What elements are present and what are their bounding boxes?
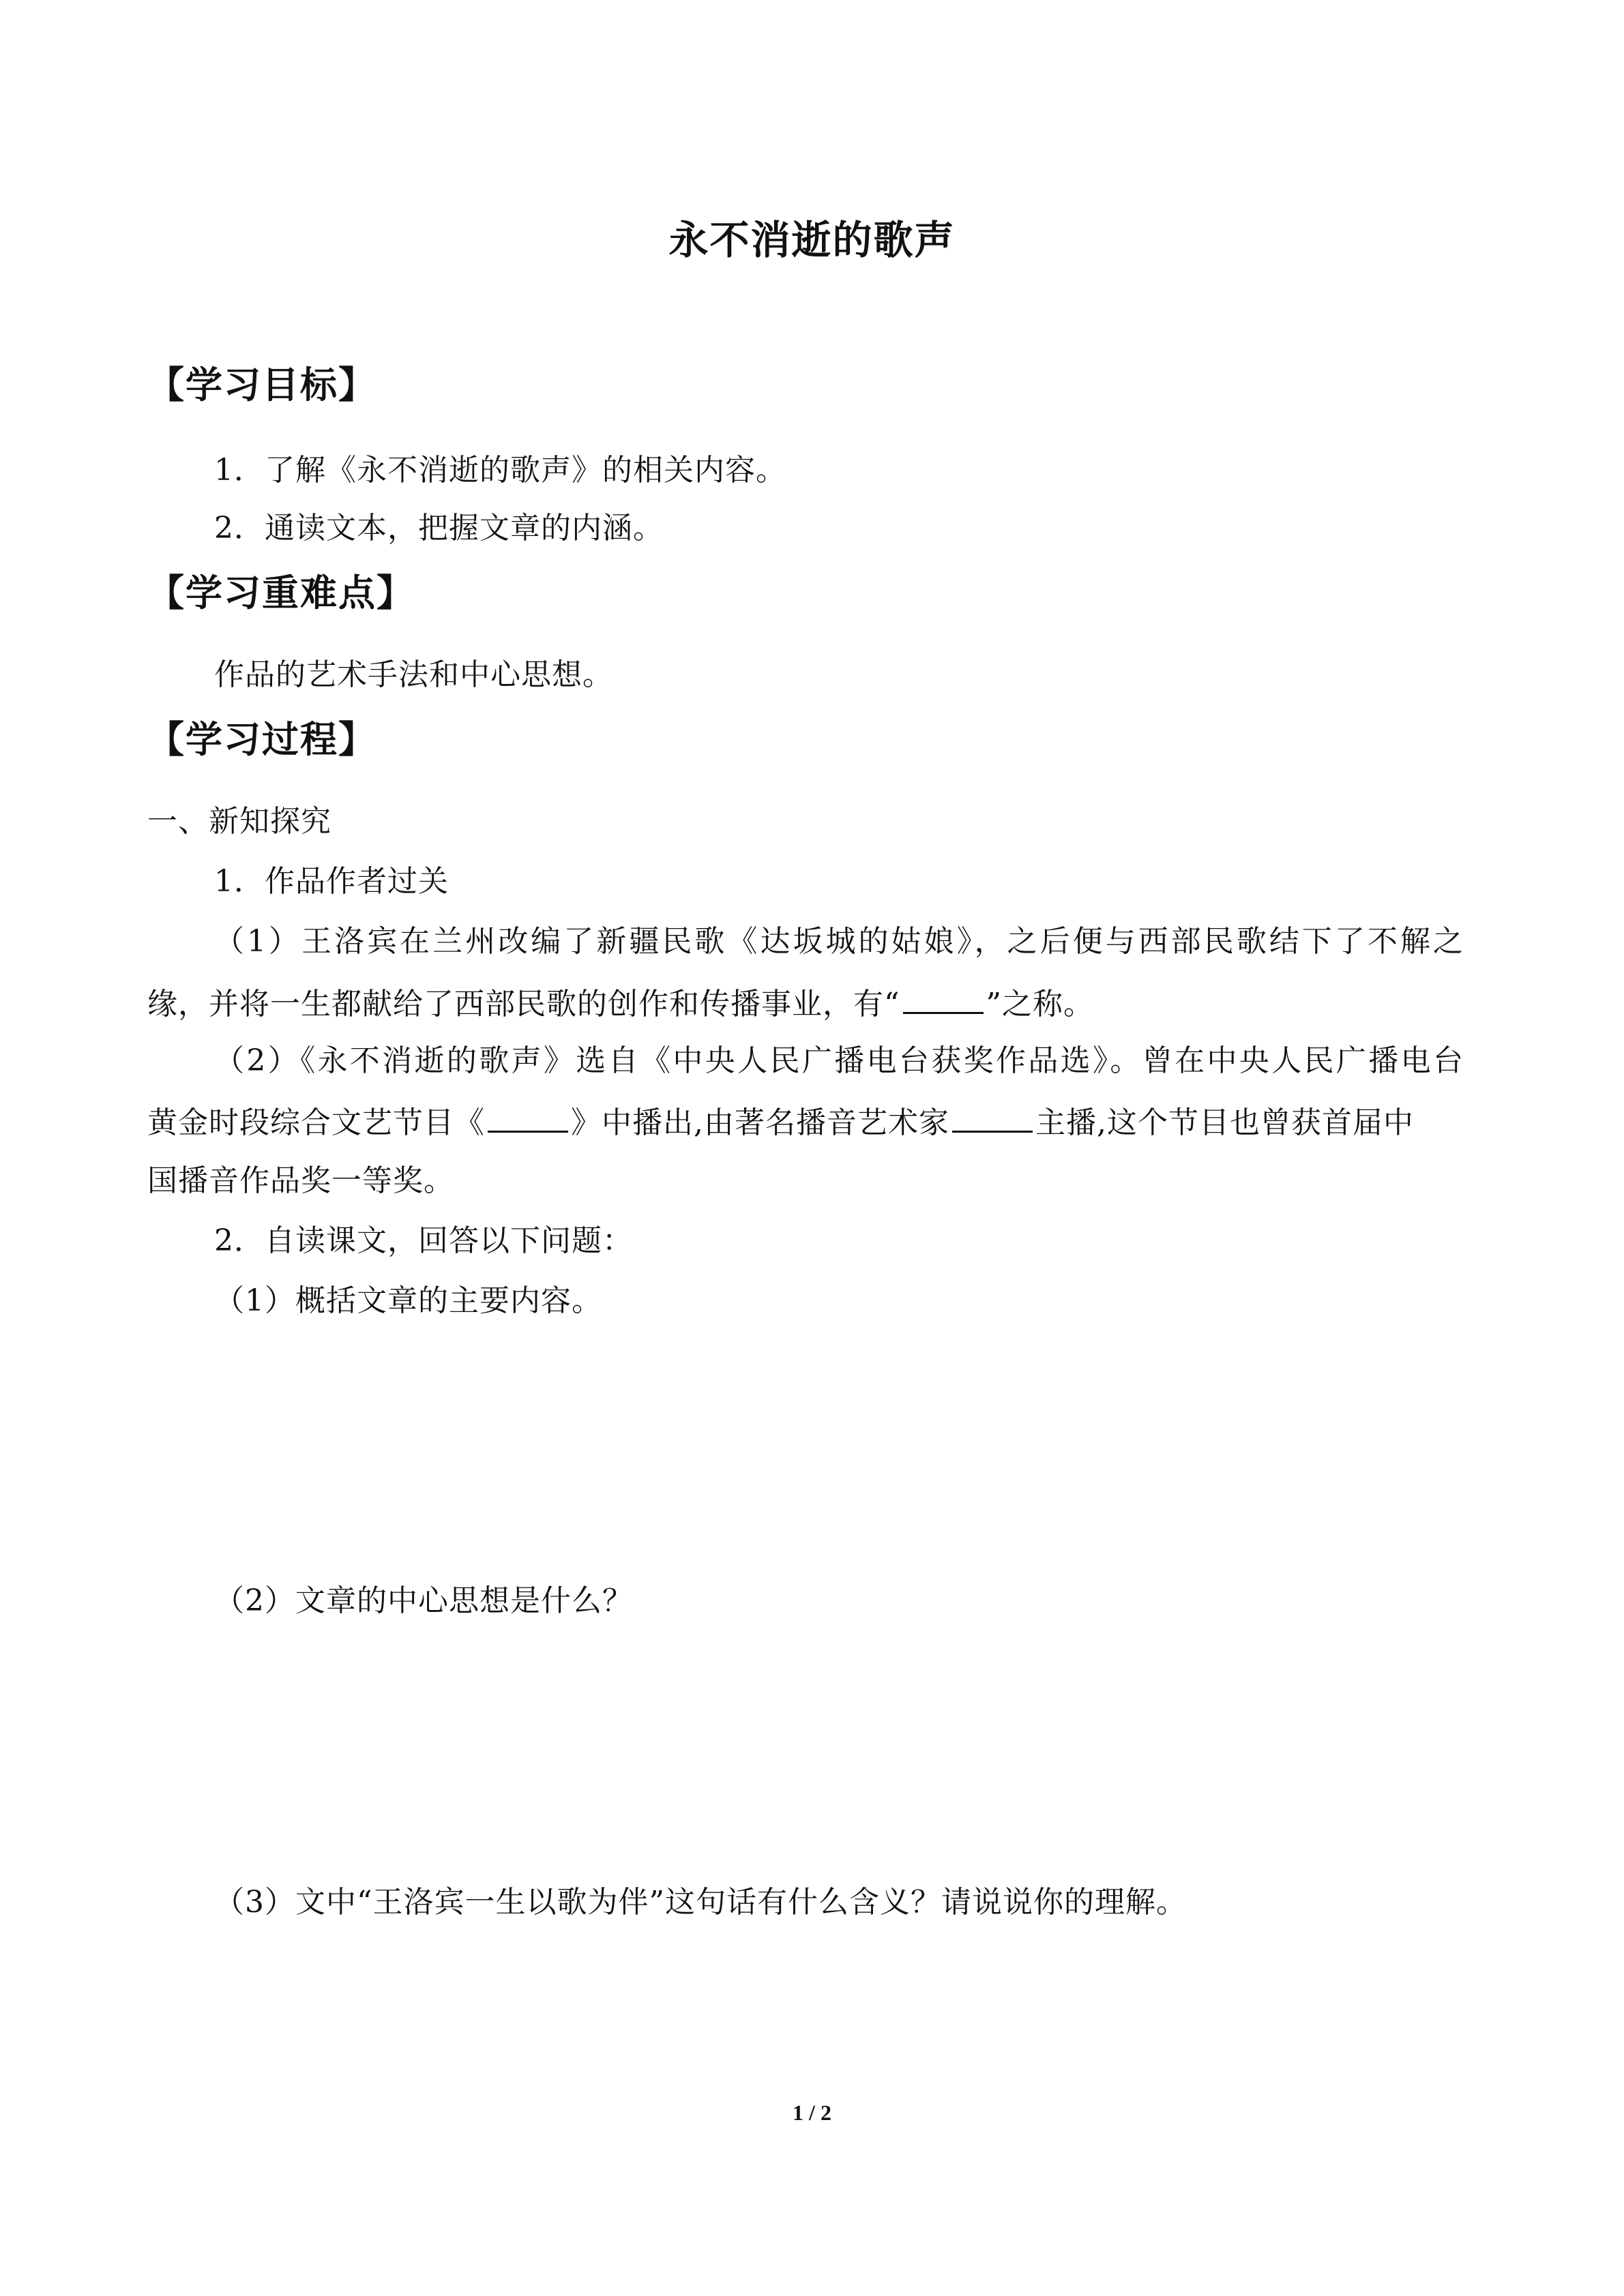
question1-2-line3: 国播音作品奖一等奖。 <box>147 1163 454 1198</box>
key-points-text: 作品的艺术手法和中心思想。 <box>214 657 613 692</box>
section-heading-process: 【学习过程】 <box>147 718 377 761</box>
question1-2-text-a: 黄金时段综合文艺节目《 <box>147 1105 485 1140</box>
question1-1-text-a: 缘，并将一生都献给了西部民歌的创作和传播事业，有“ <box>147 987 900 1022</box>
goal-item-2: 2．通读文本，把握文章的内涵。 <box>214 511 664 546</box>
question1-2-line2-content <box>147 1101 1414 1144</box>
question1-2-line2 <box>147 1101 1464 1144</box>
section-heading-key-points: 【学习重难点】 <box>147 571 415 614</box>
page-number: 1 / 2 <box>793 2100 831 2125</box>
question1-1-line2 <box>147 982 1094 1025</box>
question1-title: 1．作品作者过关 <box>214 864 449 899</box>
question1-2-text-b: 》中播出,由著名播音艺术家 <box>571 1105 949 1140</box>
question2-3: （3）文中“王洛宾一生以歌为伴”这句话有什么含义？请说说你的理解。 <box>214 1885 1187 1920</box>
page-title: 永不消逝的歌声 <box>668 217 956 263</box>
question2-1: （1）概括文章的主要内容。 <box>214 1283 602 1318</box>
question1-1-text-b: ”之称。 <box>986 987 1094 1022</box>
answer-blank[interactable] <box>952 1101 1033 1133</box>
question1-1-line1: （1）王洛宾在兰州改编了新疆民歌《达坂城的姑娘》，之后便与西部民歌结下了不解之 <box>214 924 1464 959</box>
answer-blank[interactable] <box>903 982 984 1014</box>
goal-item-1: 1．了解《永不消逝的歌声》的相关内容。 <box>214 453 786 488</box>
question2-title: 2．自读课文，回答以下问题： <box>214 1223 633 1258</box>
question1-2-line1: （2）《永不消逝的歌声》选自《中央人民广播电台获奖作品选》。曾在中央人民广播电台 <box>214 1043 1464 1078</box>
question1-2-text-c: 主播,这个节目也曾获首届中 <box>1035 1105 1414 1140</box>
answer-blank[interactable] <box>488 1101 568 1133</box>
section-heading-goals: 【学习目标】 <box>147 363 377 406</box>
question2-2: （2）文章的中心思想是什么？ <box>214 1583 633 1618</box>
part1-title: 一、新知探究 <box>147 804 331 839</box>
